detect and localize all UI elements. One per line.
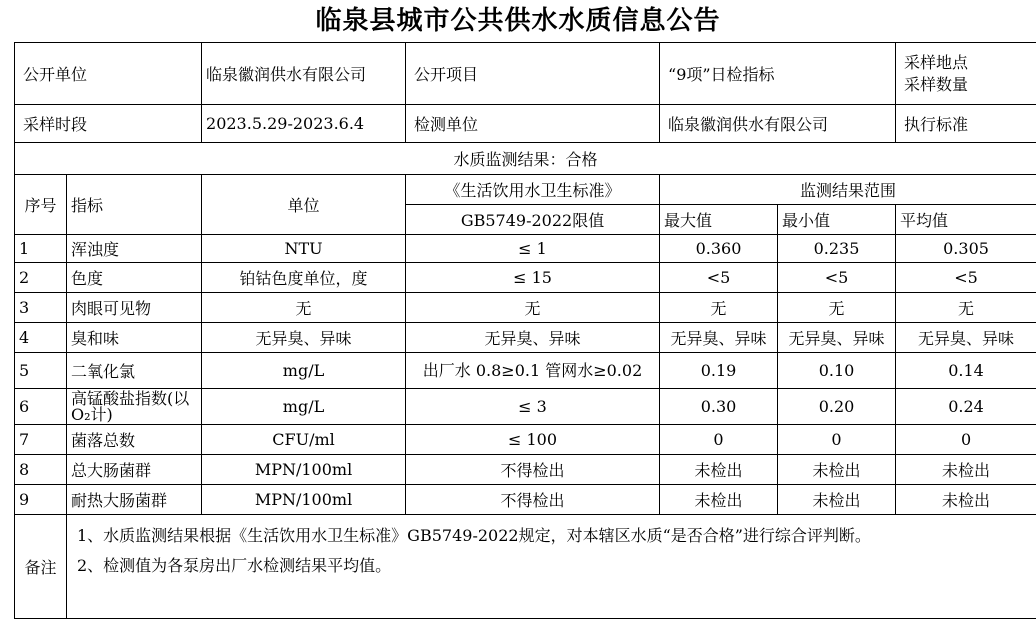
row-no: 9 (15, 485, 67, 515)
row-unit: mg/L (202, 353, 406, 389)
row-avg: 未检出 (896, 455, 1036, 485)
row-avg: <5 (896, 263, 1036, 293)
row-limit: ≤ 15 (406, 263, 660, 293)
row-avg: 0.24 (896, 389, 1036, 425)
col-unit-header: 单位 (202, 175, 406, 235)
row-limit: ≤ 1 (406, 235, 660, 263)
row-avg: 无异臭、异味 (896, 323, 1036, 353)
table-row (15, 323, 1036, 353)
result-text: 水质监测结果：合格 (15, 143, 1036, 175)
lab-label: 检测单位 (406, 105, 660, 143)
row-avg: 无 (896, 293, 1036, 323)
row-min: 未检出 (778, 485, 896, 515)
header-row-1 (15, 175, 1036, 205)
remarks-label: 备注 (15, 515, 67, 619)
table-row (15, 485, 1036, 515)
row-indicator: 总大肠菌群 (67, 455, 202, 485)
period-value: 2023.5.29-2023.6.4 (202, 105, 406, 143)
row-indicator: 色度 (67, 263, 202, 293)
row-no: 4 (15, 323, 67, 353)
site-label (896, 43, 1036, 105)
col-min-header: 最小值 (778, 205, 896, 235)
row-limit: 不得检出 (406, 455, 660, 485)
row-avg: 0 (896, 425, 1036, 455)
site-label-line1: 采样地点 (904, 52, 969, 72)
row-unit: mg/L (202, 389, 406, 425)
publisher-value: 临泉徽润供水有限公司 (202, 43, 406, 105)
table-row (15, 235, 1036, 263)
col-seq-header: 序号 (15, 175, 67, 235)
row-no: 3 (15, 293, 67, 323)
row-unit: MPN/100ml (202, 455, 406, 485)
water-quality-table (14, 42, 1036, 619)
info-row-1 (15, 43, 1036, 105)
table-row (15, 455, 1036, 485)
row-unit: CFU/ml (202, 425, 406, 455)
row-unit: NTU (202, 235, 406, 263)
row-no: 2 (15, 263, 67, 293)
row-max: 0 (660, 425, 778, 455)
row-max: 无 (660, 293, 778, 323)
remarks-content (67, 515, 1036, 619)
row-limit: ≤ 100 (406, 425, 660, 455)
row-min: <5 (778, 263, 896, 293)
row-min: 未检出 (778, 455, 896, 485)
row-no: 1 (15, 235, 67, 263)
remark-line-1: 1、水质监测结果根据《生活饮用水卫生标准》GB5749-2022规定，对本辖区水质“是否合格”进行综合评判断。 (77, 526, 871, 545)
col-range-header: 监测结果范围 (660, 175, 1036, 205)
site-label-line2: 采样数量 (904, 74, 969, 94)
remarks-row (15, 515, 1036, 619)
row-max: 未检出 (660, 455, 778, 485)
row-max: 未检出 (660, 485, 778, 515)
col-limit-header-1: 《生活饮用水卫生标准》 (406, 175, 660, 205)
table-row (15, 425, 1036, 455)
standard-label: 执行标准 (896, 105, 1036, 143)
table-row (15, 293, 1036, 323)
row-min: 0.20 (778, 389, 896, 425)
col-avg-header: 平均值 (896, 205, 1036, 235)
row-min: 0.10 (778, 353, 896, 389)
row-min: 0 (778, 425, 896, 455)
row-unit: MPN/100ml (202, 485, 406, 515)
row-avg: 未检出 (896, 485, 1036, 515)
info-row-2 (15, 105, 1036, 143)
project-label: 公开项目 (406, 43, 660, 105)
row-max: 0.30 (660, 389, 778, 425)
row-unit: 铂钴色度单位，度 (202, 263, 406, 293)
period-label: 采样时段 (15, 105, 202, 143)
row-avg: 0.305 (896, 235, 1036, 263)
project-value: “9项”日检指标 (660, 43, 896, 105)
table-row (15, 353, 1036, 389)
table-row (15, 389, 1036, 425)
row-no: 7 (15, 425, 67, 455)
row-avg: 0.14 (896, 353, 1036, 389)
row-min: 无 (778, 293, 896, 323)
row-limit: 出厂水 0.8≥0.1 管网水≥0.02 (406, 353, 660, 389)
result-row (15, 143, 1036, 175)
col-max-header: 最大值 (660, 205, 778, 235)
lab-value: 临泉徽润供水有限公司 (660, 105, 896, 143)
row-indicator: 肉眼可见物 (67, 293, 202, 323)
row-indicator: 菌落总数 (67, 425, 202, 455)
row-indicator: 二氧化氯 (67, 353, 202, 389)
row-max: <5 (660, 263, 778, 293)
row-no: 8 (15, 455, 67, 485)
col-limit-header-2: GB5749-2022限值 (406, 205, 660, 235)
row-indicator: 臭和味 (67, 323, 202, 353)
row-min: 0.235 (778, 235, 896, 263)
row-indicator: 浑浊度 (67, 235, 202, 263)
col-indicator-header: 指标 (67, 175, 202, 235)
row-limit: 无 (406, 293, 660, 323)
row-no: 6 (15, 389, 67, 425)
row-limit: 不得检出 (406, 485, 660, 515)
table-row (15, 263, 1036, 293)
page-title: 临泉县城市公共供水水质信息公告 (315, 6, 721, 36)
remark-line-2: 2、检测值为各泵房出厂水检测结果平均值。 (77, 556, 392, 575)
row-limit: ≤ 3 (406, 389, 660, 425)
row-indicator: 耐热大肠菌群 (67, 485, 202, 515)
row-unit: 无 (202, 293, 406, 323)
row-max: 无异臭、异味 (660, 323, 778, 353)
row-no: 5 (15, 353, 67, 389)
row-indicator: 高锰酸盐指数(以O₂计) (67, 389, 202, 425)
row-unit: 无异臭、异味 (202, 323, 406, 353)
row-limit: 无异臭、异味 (406, 323, 660, 353)
publisher-label: 公开单位 (15, 43, 202, 105)
row-min: 无异臭、异味 (778, 323, 896, 353)
row-max: 0.19 (660, 353, 778, 389)
row-max: 0.360 (660, 235, 778, 263)
